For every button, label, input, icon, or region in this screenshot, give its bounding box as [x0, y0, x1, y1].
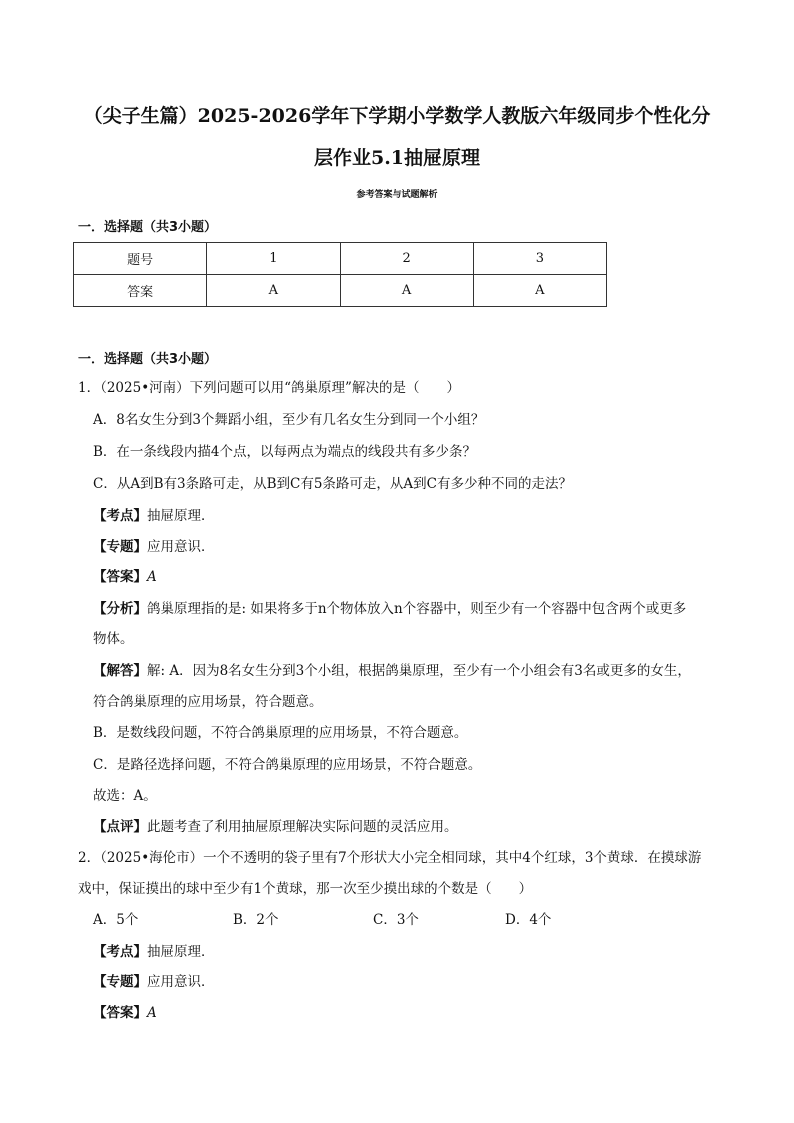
table-cell: 2	[340, 243, 473, 275]
answer-tag: 【答案】	[93, 569, 147, 585]
q1-dianping	[93, 817, 743, 837]
answer-table	[73, 242, 607, 307]
q1-option-b: B．在一条线段内描4个点，以每两点为端点的线段共有多少条？	[93, 444, 477, 460]
section-heading-answers: 一．选择题（共3小题）	[78, 220, 218, 235]
kaodian-tag: 【考点】	[93, 944, 147, 960]
kaodian-text: 抽屉原理．	[147, 944, 215, 960]
q1-jieda-line1	[93, 661, 743, 681]
answer-text: A	[147, 1005, 157, 1021]
q1-jieda-line4: C．是路径选择问题，不符合鸽巢原理的应用场景，不符合题意。	[93, 757, 482, 773]
table-cell: 1	[207, 243, 340, 275]
page-subtitle: 参考答案与试题解析	[356, 190, 438, 200]
table-row	[74, 243, 607, 275]
jieda-text: 解: A．因为8名女生分到3个小组，根据鸽巢原理，至少有一个小组会有3名或更多的女生，	[147, 663, 691, 679]
q1-jieda-line3: B．是数线段问题，不符合鸽巢原理的应用场景，不符合题意。	[93, 725, 468, 741]
table-row	[74, 275, 607, 307]
q1-zhuanti	[93, 537, 743, 557]
table-cell: A	[340, 275, 473, 307]
q1-fenxi-line2: 物体。	[93, 631, 134, 647]
answer-tag: 【答案】	[93, 1005, 147, 1021]
answer-text: A	[147, 569, 157, 585]
page-title-line1: （尖子生篇）2025-2026学年下学期小学数学人教版六年级同步个性化分	[83, 105, 711, 127]
page-title-line2: 层作业5.1抽屉原理	[313, 147, 481, 169]
q2-option-d: D．4个	[505, 912, 552, 928]
q1-jieda-line2: 符合鸽巢原理的应用场景，符合题意。	[93, 694, 323, 710]
q2-options	[93, 910, 743, 930]
dianping-tag: 【点评】	[93, 819, 147, 835]
q2-answer	[93, 1003, 743, 1023]
q2-zhuanti	[93, 972, 743, 992]
q2-kaodian	[93, 942, 743, 962]
table-cell: A	[207, 275, 340, 307]
zhuanti-tag: 【专题】	[93, 974, 147, 990]
q1-guxuan: 故选：A。	[93, 788, 157, 804]
q1-stem: 1．（2025•河南）下列问题可以用“鸽巢原理”解决的是（ ）	[78, 380, 460, 396]
q1-option-a: A．8名女生分到3个舞蹈小组，至少有几名女生分到同一个小组？	[93, 412, 485, 428]
fenxi-tag: 【分析】	[93, 601, 147, 617]
q2-stem-line2: 戏中，保证摸出的球中至少有1个黄球，那一次至少摸出球的个数是（ ）	[78, 881, 533, 897]
q1-answer	[93, 567, 743, 587]
jieda-tag: 【解答】	[93, 663, 147, 679]
q1-fenxi-line1	[93, 599, 743, 619]
table-cell: 答案	[74, 275, 207, 307]
q2-option-b: B．2个	[233, 912, 279, 928]
zhuanti-text: 应用意识．	[147, 539, 215, 555]
fenxi-text: 鸽巢原理指的是: 如果将多于n个物体放入n个容器中，则至少有一个容器中包含两个或更多	[147, 601, 687, 617]
kaodian-text: 抽屉原理．	[147, 508, 215, 524]
dianping-text: 此题考查了利用抽屉原理解决实际问题的灵活应用。	[147, 819, 458, 835]
table-cell: 题号	[74, 243, 207, 275]
kaodian-tag: 【考点】	[93, 508, 147, 524]
q2-option-a: A．5个	[93, 912, 139, 928]
zhuanti-text: 应用意识．	[147, 974, 215, 990]
section-heading-questions: 一．选择题（共3小题）	[78, 352, 218, 367]
q2-stem-line1: 2．（2025•海伦市）一个不透明的袋子里有7个形状大小完全相同球，其中4个红球，3个黄球．在摸球游	[78, 850, 702, 866]
q1-kaodian	[93, 506, 743, 526]
q1-option-c: C．从A到B有3条路可走，从B到C有5条路可走，从A到C有多少种不同的走法？	[93, 476, 573, 492]
zhuanti-tag: 【专题】	[93, 539, 147, 555]
table-cell: A	[473, 275, 606, 307]
table-cell: 3	[473, 243, 606, 275]
q2-option-c: C．3个	[373, 912, 419, 928]
